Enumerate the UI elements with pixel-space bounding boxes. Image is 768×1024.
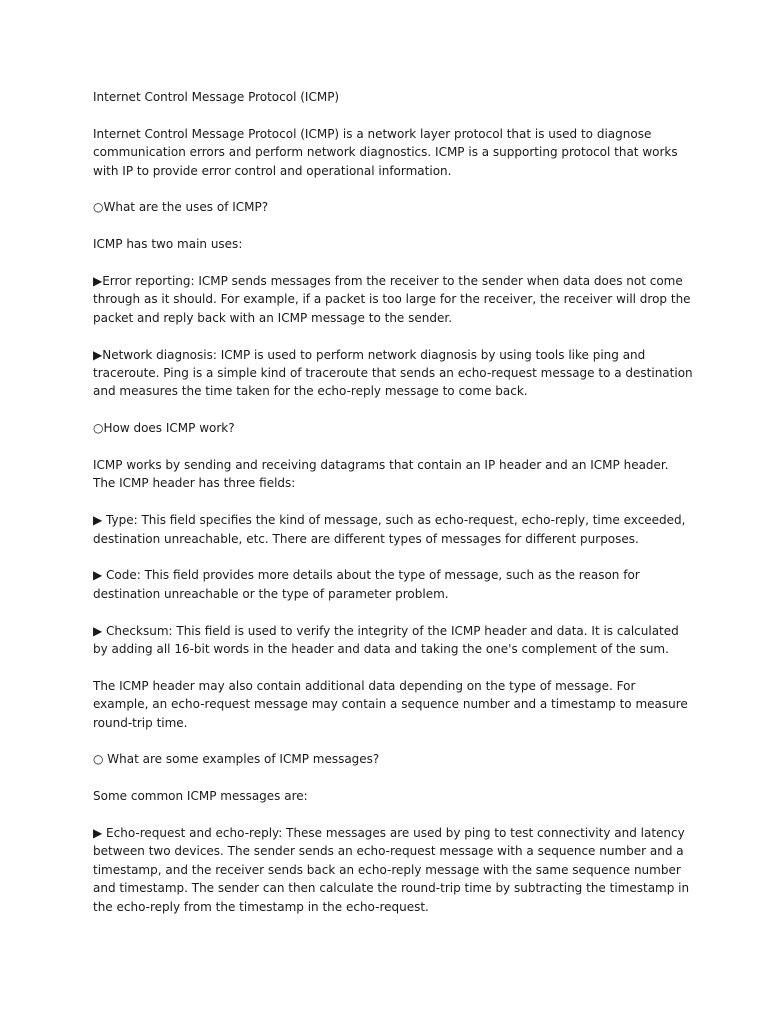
- paragraph-two-uses: ICMP has two main uses:: [93, 237, 243, 252]
- paragraph-common-messages: Some common ICMP messages are:: [93, 789, 308, 804]
- bullet-echo-request-reply: ▶ Echo-request and echo-reply: These messages are used by ping to test connectivity and latency between two devices. The sender sends an echo-request message with a sequence number and a timestamp, and the receiver sends back an echo-reply message with the same sequence number and timestamp. The sender can then calculate the round-trip time by subtracting the timestamp in the echo-reply from the timestamp in the echo-request.: [93, 826, 690, 914]
- heading-uses: ○What are the uses of ICMP?: [93, 200, 269, 215]
- bullet-error-reporting: ▶Error reporting: ICMP sends messages from the receiver to the sender when data does not come through as it should. For example, if a packet is too large for the receiver, the receiver will drop the packet and reply back with an ICMP message to the sender.: [93, 274, 691, 325]
- document-page: [93, 88, 693, 934]
- heading-how-it-works: ○How does ICMP work?: [93, 421, 235, 436]
- bullet-network-diagnosis: ▶Network diagnosis: ICMP is used to perform network diagnosis by using tools like ping and traceroute. Ping is a simple kind of traceroute that sends an echo-request message to a destination and measures the time taken for the echo-reply message to come back.: [93, 347, 693, 399]
- paragraph-intro: Internet Control Message Protocol (ICMP) is a network layer protocol that is used to diagnose communication errors and perform network diagnostics. ICMP is a supporting protocol that works with IP to provide error control and operational information.: [93, 126, 678, 178]
- paragraph-datagrams: ICMP works by sending and receiving datagrams that contain an IP header and an ICMP header. The ICMP header has three fields:: [93, 458, 669, 491]
- document-title: Internet Control Message Protocol (ICMP): [93, 90, 340, 104]
- paragraph-additional-data: The ICMP header may also contain additional data depending on the type of message. For example, an echo-request message may contain a sequence number and a timestamp to measure round-trip time.: [93, 678, 688, 730]
- bullet-checksum-field: ▶ Checksum: This field is used to verify the integrity of the ICMP header and data. It is calculated by adding all 16-bit words in the header and data and taking the one's complement of the sum.: [93, 623, 679, 657]
- heading-examples: ○ What are some examples of ICMP messages?: [93, 752, 380, 767]
- bullet-code-field: ▶ Code: This field provides more details about the type of message, such as the reason for destination unreachable or the type of parameter problem.: [93, 568, 640, 601]
- bullet-type-field: ▶ Type: This field specifies the kind of message, such as echo-request, echo-reply, time exceeded, destination unreachable, etc. There are different types of messages for different purposes.: [93, 513, 686, 546]
